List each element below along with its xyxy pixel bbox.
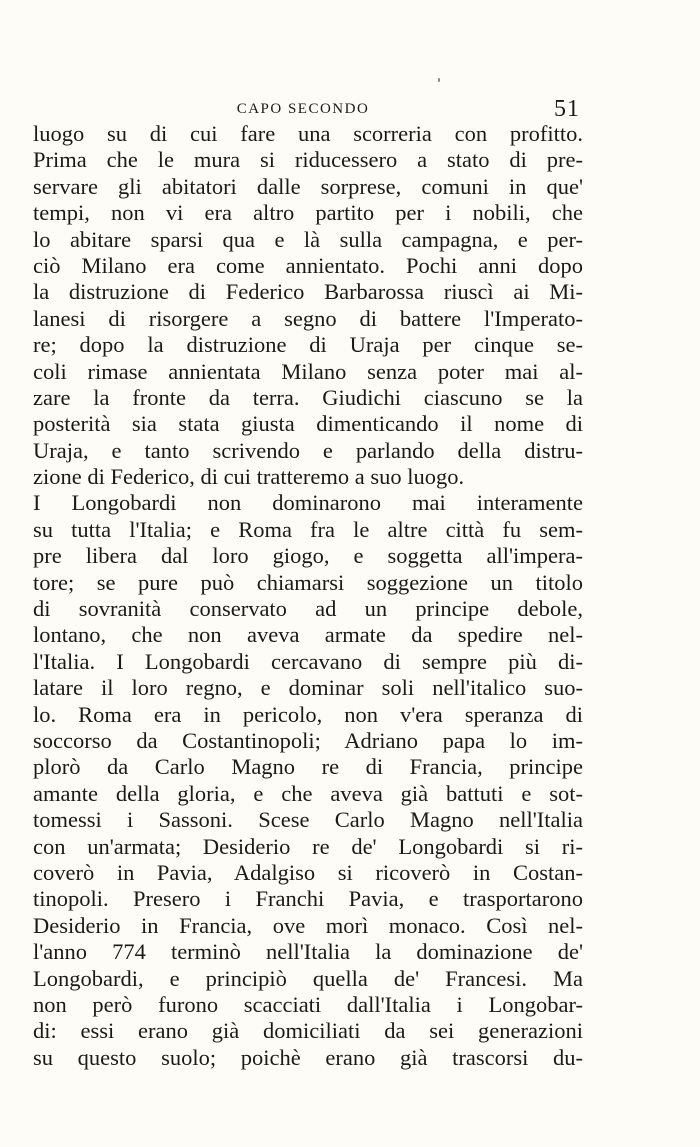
text-line: pre libera dal loro giogo, e soggetta all'impera- xyxy=(33,543,583,569)
text-line: posterità sia stata giusta dimenticando il nome di xyxy=(33,411,583,437)
body-text xyxy=(33,121,583,1071)
text-line: tomessi i Sassoni. Scese Carlo Magno nell'Italia xyxy=(33,807,583,833)
paragraph-end-line: zione di Federico, di cui tratteremo a suo luogo. xyxy=(33,464,465,490)
text-line: servare gli abitatori dalle sorprese, comuni in que' xyxy=(33,173,583,199)
text-line: l'anno 774 terminò nell'Italia la dominazione de' xyxy=(33,939,583,965)
text-line: lo. Roma era in pericolo, non v'era speranza di xyxy=(33,701,583,727)
text-line: la distruzione di Federico Barbarossa riuscì ai Mi- xyxy=(33,279,583,305)
running-title: CAPO SECONDO xyxy=(236,101,370,117)
text-line: l'Italia. I Longobardi cercavano di sempre più di- xyxy=(33,648,583,674)
text-line: lo abitare sparsi qua e là sulla campagna, e per- xyxy=(33,226,583,252)
text-line: tore; se pure può chiamarsi soggezione un titolo xyxy=(33,569,583,595)
paper-speck xyxy=(438,78,440,82)
text-line: coli rimase annientata Milano senza poter mai al- xyxy=(33,358,583,384)
paragraph-start-line: I Longobardi non dominarono mai interamente xyxy=(33,490,583,516)
text-line: Longobardi, e principiò quella de' Francesi. Ma xyxy=(33,965,583,991)
text-line: di sovranità conservato ad un principe debole, xyxy=(33,596,583,622)
text-line: con un'armata; Desiderio re de' Longobardi si ri- xyxy=(33,833,583,859)
text-line: lanesi di risorgere a segno di battere l'Imperato- xyxy=(33,305,583,331)
text-line: di: essi erano già domiciliati da sei generazioni xyxy=(33,1018,583,1044)
text-line: luogo su di cui fare una scorreria con profitto. xyxy=(33,121,583,146)
text-line: Prima che le mura si riducessero a stato di pre- xyxy=(33,147,583,173)
text-line: su questo suolo; poichè erano già trascorsi du- xyxy=(33,1044,583,1070)
page-number: 51 xyxy=(554,96,580,122)
text-line: non però furono scacciati dall'Italia i Longobar- xyxy=(33,991,583,1017)
text-line: soccorso da Costantinopoli; Adriano papa lo im- xyxy=(33,727,583,753)
text-line: zare la fronte da terra. Giudichi ciascuno se la xyxy=(33,384,583,410)
text-line: ciò Milano era come annientato. Pochi anni dopo xyxy=(33,252,583,278)
text-line: re; dopo la distruzione di Uraja per cinque se- xyxy=(33,332,583,358)
text-line: amante della gloria, e che aveva già battuti e sot- xyxy=(33,780,583,806)
text-line: Desiderio in Francia, ove morì monaco. Così nel- xyxy=(33,912,583,938)
text-line: lontano, che non aveva armate da spedire nel- xyxy=(33,622,583,648)
text-line: coverò in Pavia, Adalgiso si ricoverò in Costan- xyxy=(33,859,583,885)
text-line: Uraja, e tanto scrivendo e parlando della distru- xyxy=(33,437,583,463)
text-line: su tutta l'Italia; e Roma fra le altre città fu sem- xyxy=(33,516,583,542)
text-line: latare il loro regno, e dominar soli nell'italico suo- xyxy=(33,675,583,701)
text-line: plorò da Carlo Magno re di Francia, principe xyxy=(33,754,583,780)
text-line: tempi, non vi era altro partito per i nobili, che xyxy=(33,200,583,226)
text-line: tinopoli. Presero i Franchi Pavia, e trasportarono xyxy=(33,886,583,912)
